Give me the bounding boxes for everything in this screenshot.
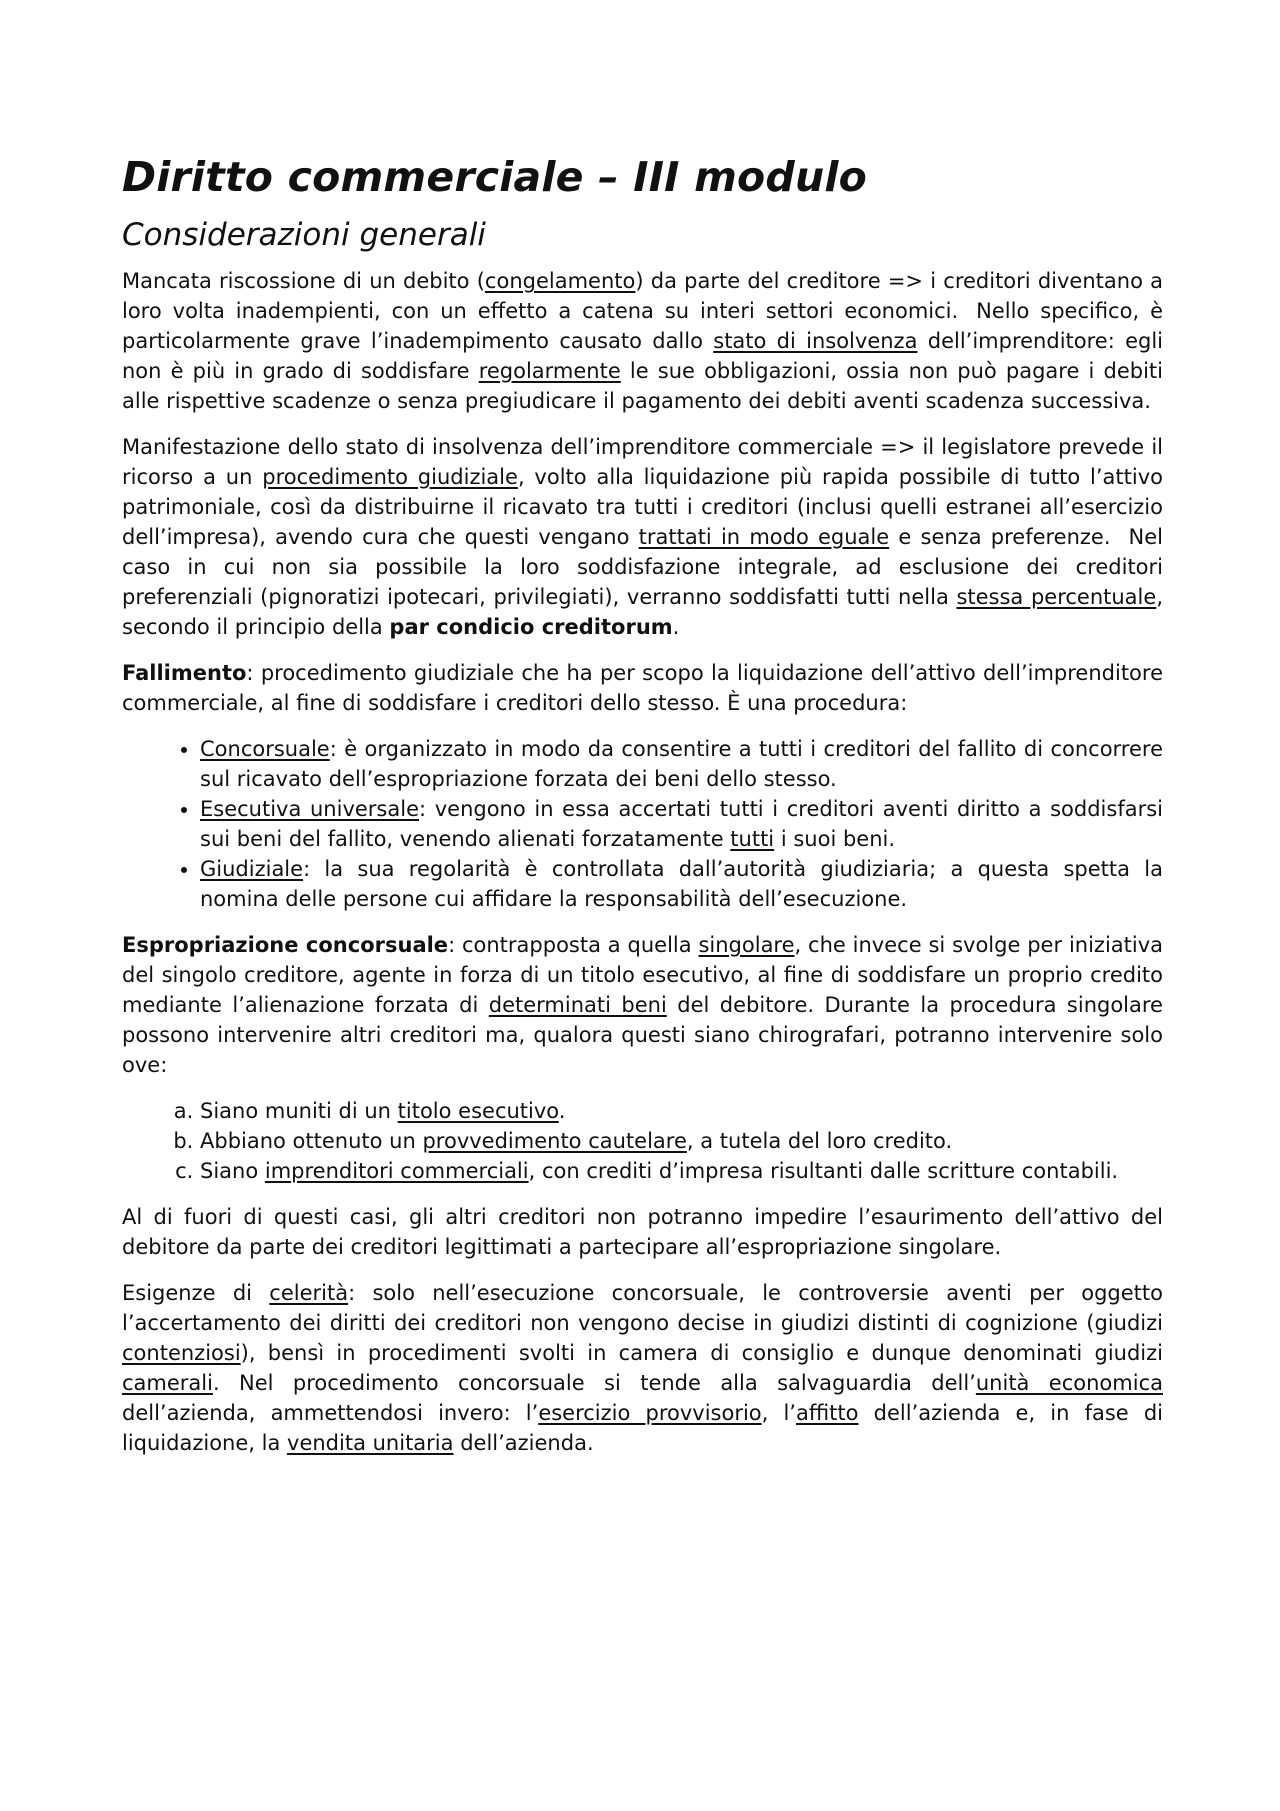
underlined-term: Concorsuale: [200, 737, 330, 761]
text-run: Siano: [200, 1159, 265, 1183]
list-item: [200, 1156, 1163, 1186]
underlined-term: imprenditori commerciali: [264, 1159, 529, 1183]
text-run: e senza preferenze.: [889, 525, 1111, 549]
text-run: : è organizzato in modo da consentire a tutti i creditori del fallito di concorrere sul ricavato dell’espropriazione forzata dei beni dello stesso.: [200, 737, 1163, 791]
underlined-term: stessa percentuale: [956, 585, 1157, 609]
bold-term: par condicio creditorum: [389, 615, 673, 639]
bold-term: Espropriazione concorsuale: [122, 933, 449, 957]
paragraph-celerita: [122, 1278, 1163, 1458]
text-run: , che invece si svolge per iniziativa del singolo creditore, agente in forza di un titolo esecutivo, al fine di soddisfare un proprio credito mediante l’alienazione forzata di: [122, 933, 1164, 1017]
list-item: [200, 734, 1163, 794]
text-run: Siano muniti di un: [200, 1099, 398, 1123]
text-run: . Nel procedimento concorsuale si tende alla salvaguardia dell’: [212, 1371, 976, 1395]
underlined-term: singolare: [698, 933, 795, 957]
paragraph-fallimento: [122, 658, 1163, 718]
bullet-list: [122, 734, 1163, 914]
text-run: Manifestazione dello stato di insolvenza dell’imprenditore commerciale => il legislatore prevede il ricorso a un: [122, 435, 1163, 489]
text-run: Abbiano ottenuto un: [200, 1129, 423, 1153]
underlined-term: procedimento giudiziale: [262, 465, 518, 489]
bold-term: Fallimento: [122, 661, 247, 685]
text-run: dell’azienda, ammettendosi invero: l’: [122, 1401, 539, 1425]
document-title: Diritto commerciale – III modulo: [122, 153, 867, 201]
underlined-term: regolarmente: [478, 359, 621, 383]
underlined-term: vendita unitaria: [287, 1431, 454, 1455]
list-item: [200, 1096, 1163, 1126]
list-item: [200, 794, 1163, 854]
text-run: dell’azienda e, in fase di liquidazione, la: [122, 1401, 1163, 1455]
text-run: , volto alla liquidazione più rapida possibile di tutto l’attivo patrimoniale, così da distribuirne il ricavato tra tutti i creditori (inclusi quelli estranei all’esercizio dell’impresa), avendo cura che questi vengano: [122, 465, 1163, 549]
underlined-term: congelamento: [484, 269, 636, 293]
text-run: del debitore. Durante la procedura singolare possono intervenire altri creditori ma, qualora questi siano chirografari, potranno intervenire solo ove:: [122, 993, 1163, 1077]
underlined-term: unità economica: [975, 1371, 1163, 1395]
text-run: ) da parte del creditore => i creditori diventano a loro volta inadempienti, con un effetto a catena su interi settori economici.: [122, 269, 1163, 323]
list-item: [200, 854, 1163, 914]
underlined-term: Giudiziale: [200, 857, 304, 881]
paragraph-intro: [122, 266, 1163, 416]
text-run: .: [672, 615, 680, 639]
underlined-term: contenziosi: [122, 1341, 241, 1365]
text-run: : procedimento giudiziale che ha per scopo la liquidazione dell’attivo dell’imprenditore commerciale, al fine di soddisfare i creditori dello stesso. È una procedura:: [122, 661, 1163, 715]
underlined-term: titolo esecutivo: [397, 1099, 559, 1123]
underlined-term: affitto: [796, 1401, 859, 1425]
paragraph-insolvency: [122, 432, 1163, 642]
text-run: : contrapposta a quella: [448, 933, 699, 957]
text-run: ), bensì in procedimenti svolti in camera di consiglio e dunque denominati giudizi: [240, 1341, 1163, 1365]
underlined-term: stato di insolvenza: [713, 329, 918, 353]
paragraph-espropriazione: [122, 930, 1163, 1080]
underlined-term: esercizio provvisorio: [538, 1401, 762, 1425]
text-run: i suoi beni.: [774, 827, 896, 851]
text-run: , l’: [761, 1401, 796, 1425]
text-run: , con crediti d’impresa risultanti dalle scritture contabili.: [528, 1159, 1119, 1183]
text-run: Mancata riscossione di un debito (: [122, 269, 485, 293]
underlined-term: tutti: [730, 827, 775, 851]
underlined-term: provvedimento cautelare: [422, 1129, 687, 1153]
text-run: Nel caso in cui non sia possibile la loro soddisfazione integrale, ad esclusione dei creditori preferenziali (pignoratizi ipotecari, privilegiati), verranno soddisfatti tutti nella: [122, 525, 1163, 609]
list-item: [200, 1126, 1163, 1156]
paragraph-other-creditors: [122, 1202, 1163, 1262]
text-run: , a tutela del loro credito.: [686, 1129, 953, 1153]
text-run: le sue obbligazioni, ossia non può pagare i debiti alle rispettive scadenze o senza pregiudicare il pagamento dei debiti aventi scadenza successiva.: [122, 359, 1163, 413]
text-run: : solo nell’esecuzione concorsuale, le controversie aventi per oggetto l’accertamento dei diritti dei creditori non vengono decise in giudizi distinti di cognizione (giudizi: [122, 1281, 1163, 1335]
lettered-list: [122, 1096, 1163, 1186]
underlined-term: celerità: [269, 1281, 349, 1305]
underlined-term: Esecutiva universale: [200, 797, 419, 821]
underlined-term: determinati beni: [488, 993, 667, 1017]
text-run: Nello specifico, è particolarmente grave l’inadempimento causato dallo: [122, 299, 1163, 353]
text-run: : la sua regolarità è controllata dall’autorità giudiziaria; a questa spetta la nomina delle persone cui affidare la responsabilità dell’esecuzione.: [200, 857, 1163, 911]
underlined-term: trattati in modo eguale: [638, 525, 890, 549]
text-run: dell’azienda.: [453, 1431, 594, 1455]
text-run: , secondo il principio della: [122, 585, 1163, 639]
text-run: Al di fuori di questi casi, gli altri creditori non potranno impedire l’esaurimento dell’attivo del debitore da parte dei creditori legittimati a partecipare all’espropriazione singolare.: [122, 1205, 1163, 1259]
text-run: : vengono in essa accertati tutti i creditori aventi diritto a soddisfarsi sui beni del fallito, venendo alienati forzatamente: [200, 797, 1163, 851]
text-run: dell’imprenditore: egli non è più in grado di soddisfare: [122, 329, 1163, 383]
document-page: [122, 150, 1163, 1474]
text-run: .: [558, 1099, 566, 1123]
section-heading: Considerazioni generali: [122, 217, 486, 253]
underlined-term: camerali: [122, 1371, 213, 1395]
text-run: Esigenze di: [122, 1281, 270, 1305]
